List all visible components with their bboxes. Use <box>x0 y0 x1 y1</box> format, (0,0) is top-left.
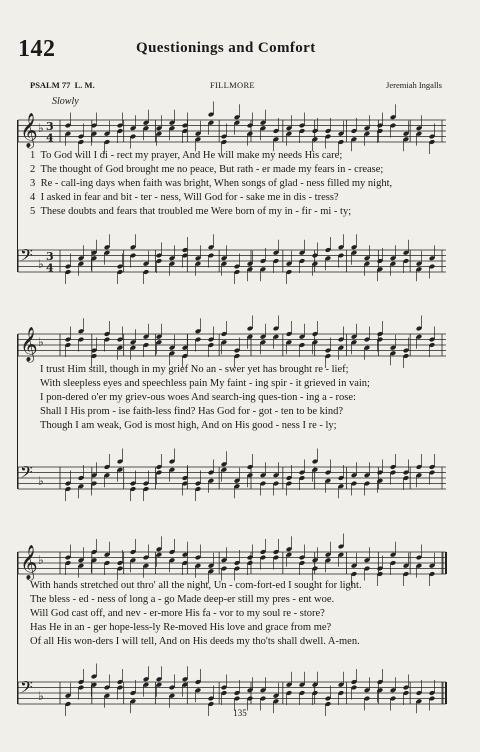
flat-icon: ♭ <box>38 689 44 703</box>
bass-staff-1 <box>0 238 480 298</box>
flat-icon: ♭ <box>38 257 44 271</box>
system-brace <box>17 552 18 704</box>
lyric-line: The bless - ed - ness of long a - go Made deep-er still my pres - ent woe. <box>30 594 335 605</box>
lyric-line: Of all His won-ders I will tell, And on His deeds my tho'ts shall dwell. A-men. <box>30 636 360 647</box>
verse-number: 4 <box>30 192 36 203</box>
lyric-line: With sleepless eyes and speechless pain My faint - ing spir - it grieved in vain; <box>40 378 370 389</box>
lyric-line: Shall I His prom - ise faith-less find? Has God for - got - ten to be kind? <box>40 406 343 417</box>
psalm-label: PSALM 77 <box>30 80 71 90</box>
meter-label: L. M. <box>74 80 95 90</box>
bass-clef-icon: 𝄢 <box>20 245 33 269</box>
treble-staff-3 <box>0 540 480 600</box>
tempo-marking: Slowly <box>52 96 79 107</box>
flat-icon: ♭ <box>38 553 44 567</box>
time-signature-top: 3 <box>46 250 54 263</box>
treble-clef-icon: 𝄞 <box>20 113 38 148</box>
time-signature-bottom: 4 <box>46 261 54 275</box>
lyric-line: Though I am weak, God is most high, And on His good - ness I re - ly; <box>40 420 337 431</box>
flat-icon: ♭ <box>38 474 44 488</box>
treble-clef-icon: 𝄞 <box>20 327 38 362</box>
lyric-line: Will God cast off, and nev - er-more His fa - vor to my soul re - store? <box>30 608 325 619</box>
bass-clef-icon: 𝄢 <box>20 677 33 701</box>
time-signature-bottom: 4 <box>46 131 54 145</box>
lyric-text: These doubts and fears that troubled me Were born of my in - fir - mi - ty; <box>40 206 352 217</box>
system-brace <box>17 334 18 489</box>
time-signature-top: 3 <box>46 120 54 133</box>
lyric-text: The thought of God brought me no peace, But rath - er made my fears in - crease; <box>40 164 384 175</box>
lyric-line <box>30 150 342 161</box>
hymn-title: Questionings and Comfort <box>136 40 316 56</box>
hymn-number: 142 <box>18 36 56 62</box>
lyric-line: I trust Him still, though in my grief No an - swer yet has brought re - lief; <box>40 364 349 375</box>
lyric-text: To God will I di - rect my prayer, And He will make my needs His care; <box>40 150 343 161</box>
treble-clef-icon: 𝄞 <box>20 545 38 580</box>
page-number: 135 <box>233 708 247 718</box>
composer-name: Jeremiah Ingalls <box>386 80 442 90</box>
lyric-line <box>30 206 351 217</box>
flat-icon: ♭ <box>38 335 44 349</box>
tune-name: FILLMORE <box>210 80 255 90</box>
verse-number: 2 <box>30 164 36 175</box>
lyric-text: Re - call-ing days when faith was bright, When songs of glad - ness filled my night, <box>40 178 393 189</box>
verse-number: 1 <box>30 150 36 161</box>
flat-icon: ♭ <box>38 121 44 135</box>
psalm-reference <box>30 80 95 90</box>
bass-staff-2 <box>0 455 480 515</box>
bass-clef-icon: 𝄢 <box>20 462 33 486</box>
lyric-line <box>30 178 392 189</box>
lyric-line <box>30 164 383 175</box>
bass-staff-3 <box>0 670 480 730</box>
lyric-line: Has He in an - ger hope-less-ly Re-moved His love and grace from me? <box>30 622 332 633</box>
lyric-text: I asked in fear and bit - ter - ness, Will God for - sake me in dis - tress? <box>40 192 339 203</box>
verse-number: 5 <box>30 206 36 217</box>
system-brace <box>17 120 18 272</box>
lyric-line <box>30 192 339 203</box>
lyric-line: I pon-dered o'er my griev-ous woes And search-ing ques-tion - ing a - rose: <box>40 392 356 403</box>
verse-number: 3 <box>30 178 36 189</box>
lyric-line: With hands stretched out thro' all the night, Un - com-fort-ed I sought for light. <box>30 580 362 591</box>
